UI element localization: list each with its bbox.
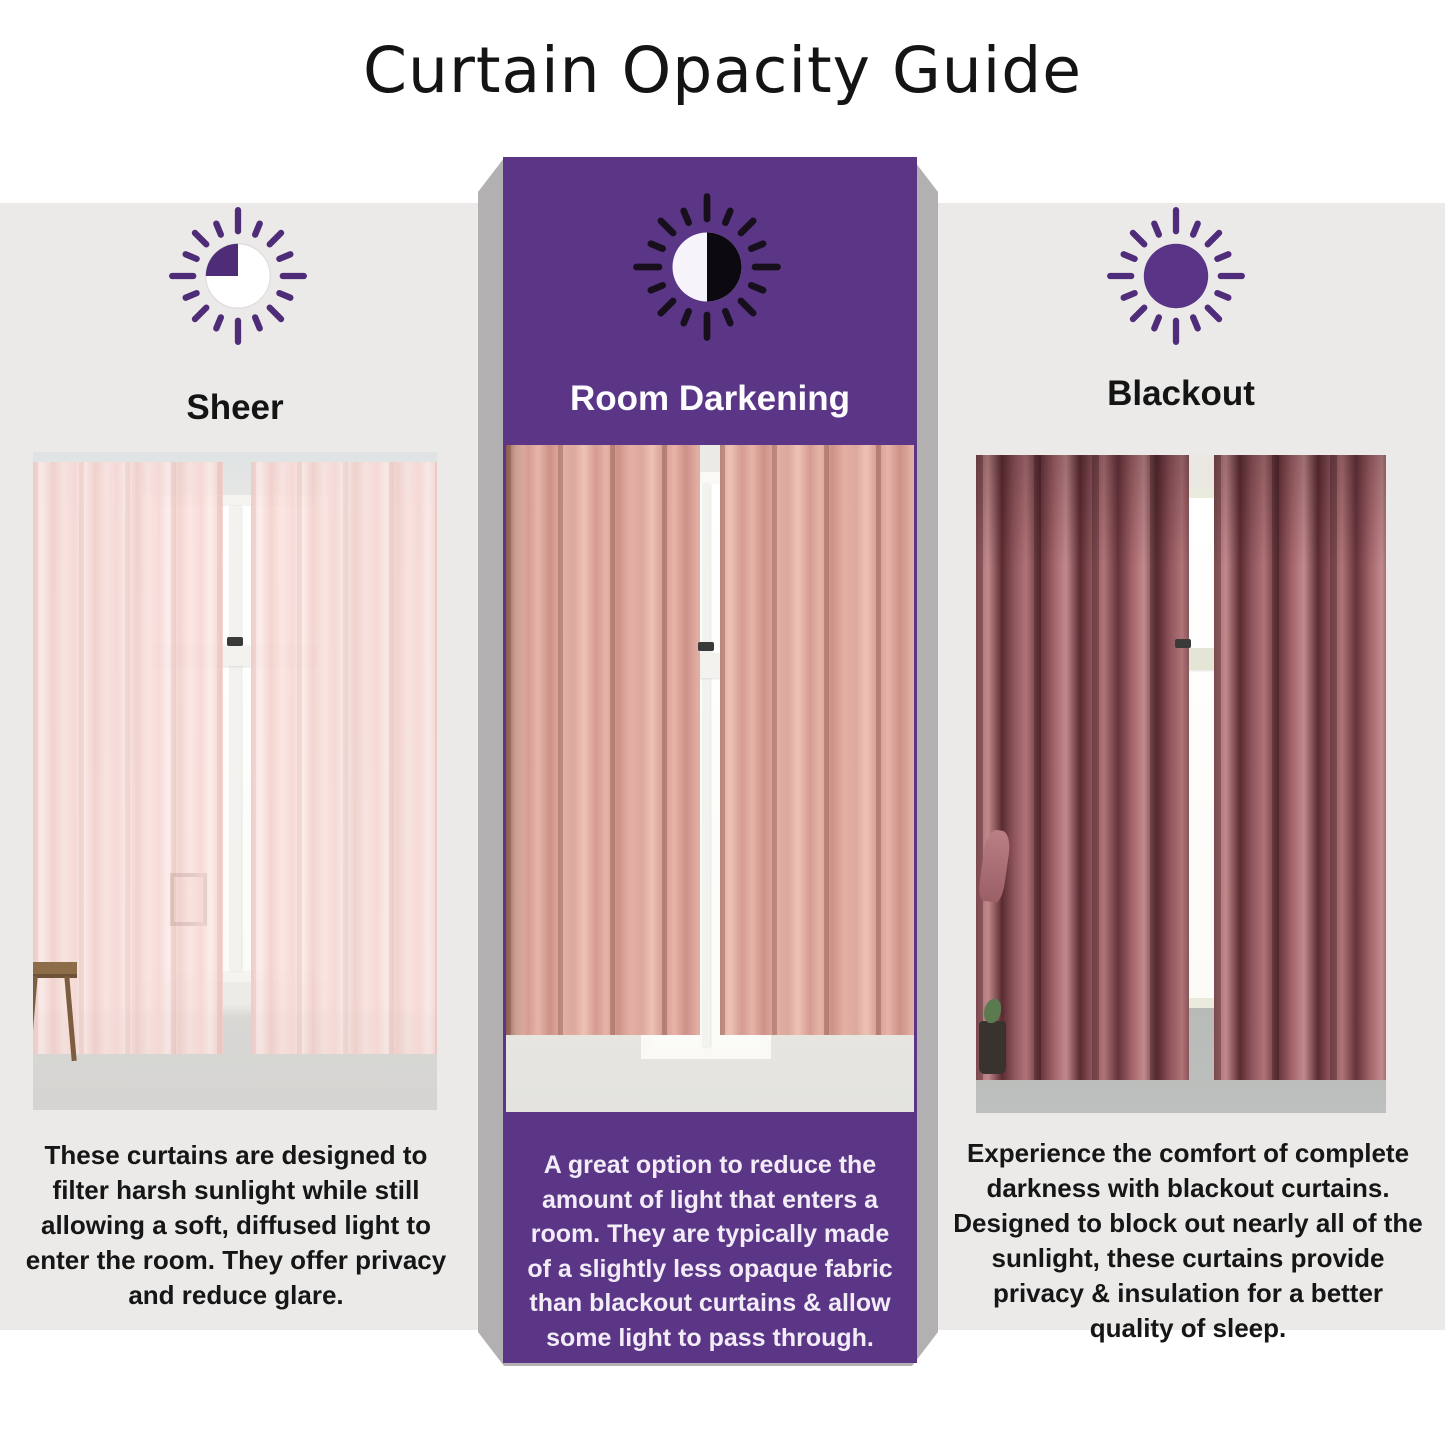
blackout-heading: Blackout (1107, 374, 1255, 413)
window-latch (698, 642, 714, 651)
sheer-heading: Sheer (186, 388, 284, 427)
blackout-curtain-left (976, 455, 1189, 1080)
wooden-stool (33, 962, 77, 1061)
room-darkening-curtain-right (720, 445, 914, 1035)
sheer-description: These curtains are designed to filter harsh sunlight while still allowing a soft, diffused light to enter the room. They offer privacy and reduce glare. (25, 1140, 447, 1311)
sun-half-dark (707, 233, 741, 302)
room-darkening-description: A great option to reduce the amount of light that enters a room. They are typically made of a slightly less opaque fabric than blackout curtains & allow some light to pass through. (527, 1151, 893, 1352)
window-latch (1175, 639, 1191, 648)
sun-filled-icon (1106, 206, 1246, 346)
window-latch (227, 637, 243, 646)
room-darkening-curtain-photo (506, 445, 914, 1112)
room-darkening-panel (503, 157, 917, 1363)
plant-pot (979, 1021, 1006, 1074)
blackout-description: Experience the comfort of complete darkness with blackout curtains. Designed to block out nearly all of the sunlight, these curtains provide privacy & insulation for a better quality of sleep. (953, 1138, 1423, 1344)
page-title: Curtain Opacity Guide (363, 34, 1082, 107)
room-darkening-heading: Room Darkening (569, 379, 851, 418)
room-darkening-curtain-left (506, 445, 700, 1035)
sun-disc (1144, 244, 1208, 308)
sun-quarter-icon (168, 206, 308, 346)
blackout-curtain-right (1214, 455, 1386, 1080)
sheer-curtain-right (251, 462, 437, 1054)
sun-half-icon (632, 192, 782, 342)
blackout-curtain-photo (976, 455, 1386, 1113)
sheer-curtain-photo (33, 452, 437, 1110)
sun-quarter-wedge (206, 244, 238, 276)
